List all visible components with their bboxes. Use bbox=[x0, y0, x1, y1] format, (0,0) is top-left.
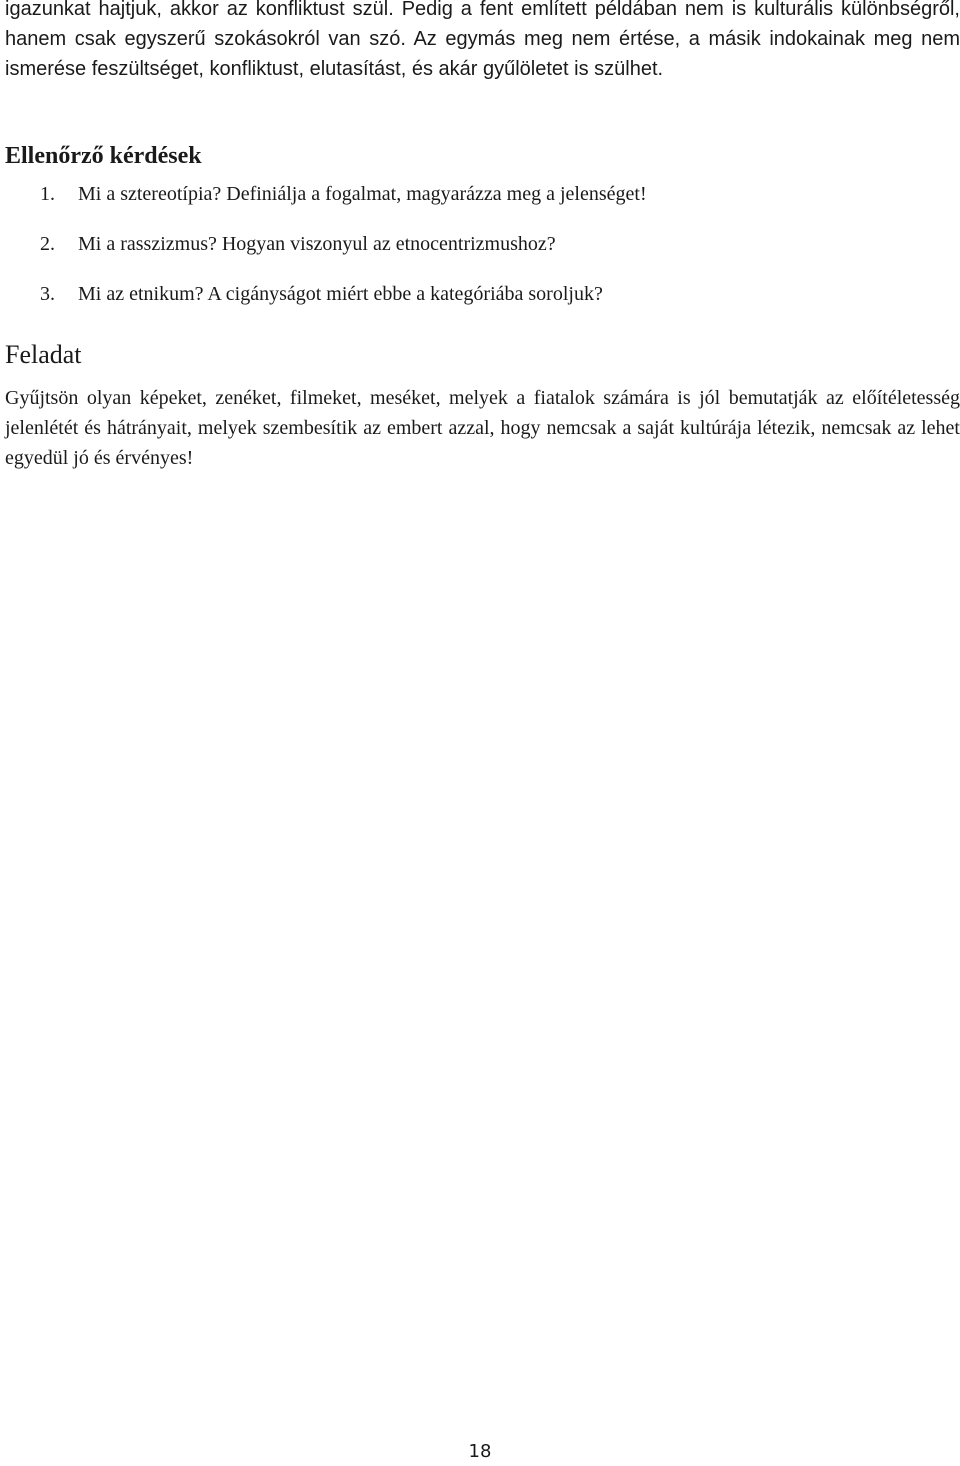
list-item bbox=[40, 182, 647, 206]
question-text: Mi a sztereotípia? Definiálja a fogalmat, magyarázza meg a jelenséget! bbox=[78, 183, 647, 205]
question-number: 3. bbox=[40, 283, 55, 305]
task-paragraph: Gyűjtsön olyan képeket, zenéket, filmeket, meséket, melyek a fiatalok számára is jól bemutatják az előítéletesség jelenlétét és hátrányait, melyek szembesítik az embert azzal, hogy nemcsak a saját kultúrája létezik, nemcsak az lehet egyedül jó és érvényes! bbox=[5, 387, 960, 469]
question-text: Mi a rasszizmus? Hogyan viszonyul az etnocentrizmushoz? bbox=[78, 233, 556, 255]
question-number: 2. bbox=[40, 233, 55, 255]
intro-paragraph: igazunkat hajtjuk, akkor az konfliktust szül. Pedig a fent említett példában nem is kulturális különbségről, hanem csak egyszerű szokásokról van szó. Az egymás meg nem értése, a másik indokainak meg nem ismerése feszültséget, konfliktust, elutasítást, és akár gyűlöletet is szülhet. bbox=[5, 0, 960, 80]
section-heading-task: Feladat bbox=[5, 340, 82, 369]
question-text: Mi az etnikum? A cigányságot miért ebbe a kategóriába soroljuk? bbox=[78, 283, 603, 305]
page-number: 18 bbox=[468, 1441, 492, 1462]
list-item bbox=[40, 282, 647, 306]
list-item bbox=[40, 232, 647, 256]
section-heading-review-questions: Ellenőrző kérdések bbox=[5, 143, 202, 169]
question-number: 1. bbox=[40, 183, 55, 205]
review-questions-list bbox=[40, 182, 647, 332]
